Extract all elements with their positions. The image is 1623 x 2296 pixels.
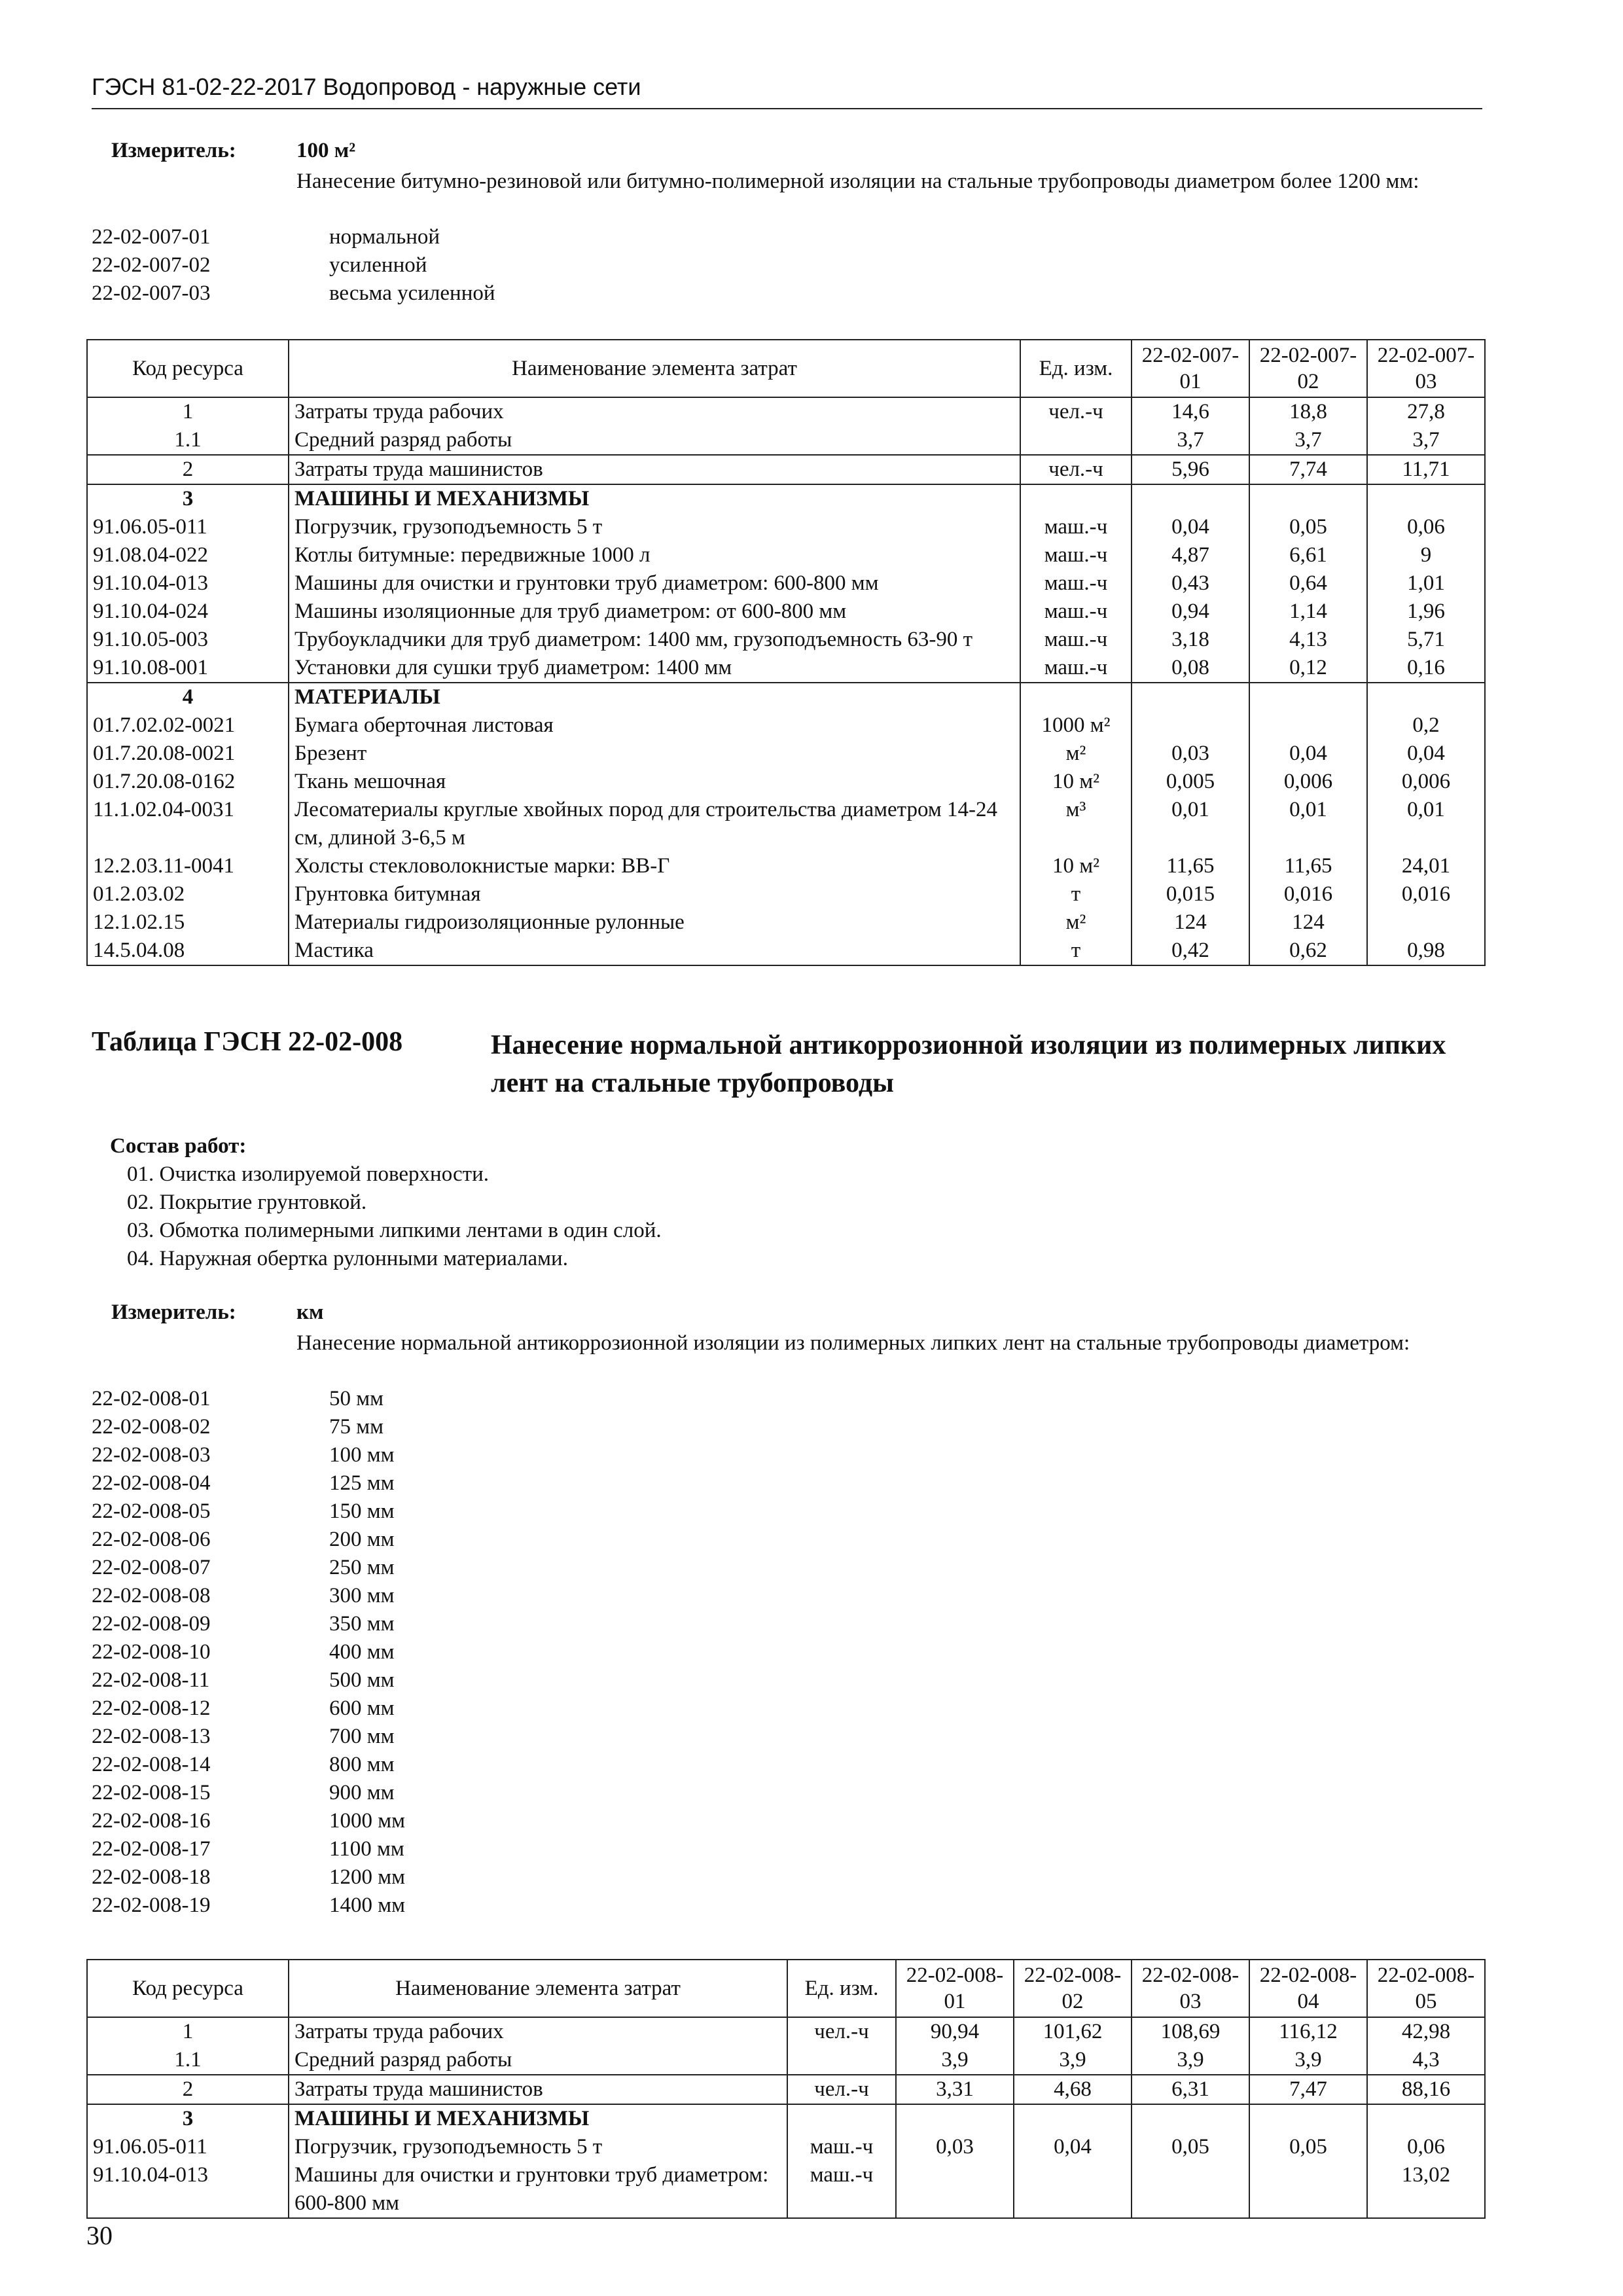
value-cell: 3,31 bbox=[896, 2075, 1014, 2104]
table-row bbox=[87, 908, 1485, 937]
value-cell: 0,06 bbox=[1367, 2133, 1485, 2161]
value-cell: 4,13 bbox=[1249, 626, 1367, 654]
column-header-code: 22-02-007-02 bbox=[1249, 340, 1367, 397]
meter-row-name: 600 мм bbox=[329, 1696, 395, 1720]
unit: 10 м² bbox=[1020, 768, 1132, 796]
unit: т bbox=[1020, 937, 1132, 965]
value-cell bbox=[1132, 484, 1249, 513]
value-cell: 0,06 bbox=[1367, 513, 1485, 541]
cost-element-name: Бумага оберточная листовая bbox=[289, 711, 1020, 740]
cost-element-name: Холсты стекловолокнистые марки: ВВ-Г bbox=[289, 852, 1020, 880]
value-cell: 11,71 bbox=[1367, 455, 1485, 484]
value-cell: 0,2 bbox=[1367, 711, 1485, 740]
meter-row-code: 22-02-008-07 bbox=[92, 1556, 211, 1579]
table-title: Нанесение нормальной антикоррозионной изоляции из полимерных липких лент на стальные трубопроводы bbox=[491, 1030, 1446, 1098]
value-cell: 3,7 bbox=[1367, 426, 1485, 455]
value-cell: 0,03 bbox=[896, 2133, 1014, 2161]
unit bbox=[1020, 484, 1132, 513]
works-list bbox=[110, 1160, 662, 1273]
value-cell bbox=[1249, 2104, 1367, 2133]
value-cell: 5,96 bbox=[1132, 455, 1249, 484]
meter-row-name: 1400 мм bbox=[329, 1893, 406, 1917]
meter-row-name: усиленной bbox=[329, 253, 427, 277]
table-row bbox=[87, 683, 1485, 711]
value-cell: 116,12 bbox=[1249, 2017, 1367, 2046]
unit: чел.-ч bbox=[787, 2075, 896, 2104]
resource-code: 01.7.02.02-0021 bbox=[87, 711, 289, 740]
table-row bbox=[87, 397, 1485, 426]
value-cell: 0,04 bbox=[1014, 2133, 1132, 2161]
value-cell: 124 bbox=[1132, 908, 1249, 937]
unit: чел.-ч bbox=[787, 2017, 896, 2046]
resource-code: 12.2.03.11-0041 bbox=[87, 852, 289, 880]
value-cell: 9 bbox=[1367, 541, 1485, 569]
resource-code: 91.10.04-024 bbox=[87, 598, 289, 626]
value-cell: 6,61 bbox=[1249, 541, 1367, 569]
cost-table-22-02-008 bbox=[86, 1959, 1486, 2219]
meter-row-code: 22-02-007-03 bbox=[92, 281, 211, 305]
value-cell: 5,71 bbox=[1367, 626, 1485, 654]
meter-row-code: 22-02-008-08 bbox=[92, 1584, 211, 1607]
value-cell: 0,42 bbox=[1132, 937, 1249, 965]
table-row bbox=[87, 796, 1485, 852]
value-cell: 0,03 bbox=[1132, 740, 1249, 768]
works-item: 03. Обмотка полимерными липкими лентами в один слой. bbox=[127, 1219, 662, 1242]
value-cell: 0,62 bbox=[1249, 937, 1367, 965]
value-cell: 0,01 bbox=[1367, 796, 1485, 852]
unit: т bbox=[1020, 880, 1132, 908]
meter-row-code: 22-02-007-02 bbox=[92, 253, 211, 277]
column-header-code: 22-02-008-04 bbox=[1249, 1960, 1367, 2017]
cost-element-name: Трубоукладчики для труб диаметром: 1400 мм, грузоподъемность 63-90 т bbox=[289, 626, 1020, 654]
page-number: 30 bbox=[86, 2221, 113, 2250]
cost-element-name: Погрузчик, грузоподъемность 5 т bbox=[289, 2133, 787, 2161]
value-cell: 3,9 bbox=[1132, 2046, 1249, 2075]
value-cell bbox=[1014, 2161, 1132, 2218]
column-header-code: 22-02-008-05 bbox=[1367, 1960, 1485, 2017]
unit bbox=[787, 2104, 896, 2133]
unit: 1000 м² bbox=[1020, 711, 1132, 740]
table-row bbox=[87, 768, 1485, 796]
resource-code: 01.2.03.02 bbox=[87, 880, 289, 908]
value-cell: 13,02 bbox=[1367, 2161, 1485, 2218]
unit: маш.-ч bbox=[1020, 513, 1132, 541]
meter-row-name: 800 мм bbox=[329, 1753, 395, 1776]
column-header: Код ресурса bbox=[87, 340, 289, 397]
table-row bbox=[87, 852, 1485, 880]
resource-code: 01.7.20.08-0021 bbox=[87, 740, 289, 768]
value-cell: 101,62 bbox=[1014, 2017, 1132, 2046]
value-cell: 11,65 bbox=[1132, 852, 1249, 880]
value-cell bbox=[896, 2104, 1014, 2133]
cost-element-name: Машины изоляционные для труб диаметром: от 600-800 мм bbox=[289, 598, 1020, 626]
value-cell: 0,015 bbox=[1132, 880, 1249, 908]
column-header: Ед. изм. bbox=[1020, 340, 1132, 397]
value-cell: 3,18 bbox=[1132, 626, 1249, 654]
meter-row-name: 125 мм bbox=[329, 1471, 395, 1495]
unit: маш.-ч bbox=[1020, 626, 1132, 654]
resource-code: 91.08.04-022 bbox=[87, 541, 289, 569]
meter-row-code: 22-02-008-18 bbox=[92, 1865, 211, 1889]
meter-row-name: 250 мм bbox=[329, 1556, 395, 1579]
value-cell: 0,12 bbox=[1249, 654, 1367, 683]
cost-element-name: Затраты труда машинистов bbox=[289, 455, 1020, 484]
table-header-row bbox=[87, 1960, 1485, 2017]
unit: 10 м² bbox=[1020, 852, 1132, 880]
value-cell: 0,43 bbox=[1132, 569, 1249, 598]
meter-row-code: 22-02-008-19 bbox=[92, 1893, 211, 1917]
meter-row-name: 200 мм bbox=[329, 1528, 395, 1551]
value-cell bbox=[1132, 683, 1249, 711]
works-composition bbox=[110, 1132, 662, 1273]
value-cell: 124 bbox=[1249, 908, 1367, 937]
value-cell: 88,16 bbox=[1367, 2075, 1485, 2104]
cost-table-22-02-007 bbox=[86, 339, 1486, 966]
unit bbox=[1020, 426, 1132, 455]
table-row bbox=[87, 513, 1485, 541]
resource-code: 91.06.05-011 bbox=[87, 513, 289, 541]
cost-element-name: МАШИНЫ И МЕХАНИЗМЫ bbox=[289, 484, 1020, 513]
meter-value: км bbox=[296, 1300, 324, 1324]
cost-element-name: Затраты труда рабочих bbox=[289, 397, 1020, 426]
value-cell: 24,01 bbox=[1367, 852, 1485, 880]
value-cell bbox=[1249, 2161, 1367, 2218]
cost-element-name: Установки для сушки труб диаметром: 1400 мм bbox=[289, 654, 1020, 683]
meter-row-name: весьма усиленной bbox=[329, 281, 495, 305]
works-heading: Состав работ: bbox=[110, 1134, 247, 1158]
resource-code: 14.5.04.08 bbox=[87, 937, 289, 965]
meter-description: Нанесение нормальной антикоррозионной изоляции из полимерных липких лент на стальные трубопроводы диаметром: bbox=[296, 1331, 1410, 1355]
meter-row-code: 22-02-008-12 bbox=[92, 1696, 211, 1720]
meter-row-name: нормальной bbox=[329, 225, 440, 249]
meter-row-name: 1100 мм bbox=[329, 1837, 404, 1861]
table-row bbox=[87, 541, 1485, 569]
meter-row-name: 75 мм bbox=[329, 1415, 384, 1439]
value-cell: 11,65 bbox=[1249, 852, 1367, 880]
column-header: Наименование элемента затрат bbox=[289, 1960, 787, 2017]
meter-row-name: 500 мм bbox=[329, 1668, 395, 1692]
unit bbox=[1020, 683, 1132, 711]
column-header-code: 22-02-007-03 bbox=[1367, 340, 1485, 397]
value-cell: 7,74 bbox=[1249, 455, 1367, 484]
cost-element-name: Брезент bbox=[289, 740, 1020, 768]
cost-element-name: Котлы битумные: передвижные 1000 л bbox=[289, 541, 1020, 569]
unit: маш.-ч bbox=[1020, 598, 1132, 626]
value-cell bbox=[1367, 484, 1485, 513]
meter-row-code: 22-02-008-15 bbox=[92, 1781, 211, 1804]
unit bbox=[787, 2046, 896, 2075]
cost-element-name: Грунтовка битумная bbox=[289, 880, 1020, 908]
value-cell: 6,31 bbox=[1132, 2075, 1249, 2104]
value-cell: 1,96 bbox=[1367, 598, 1485, 626]
value-cell: 0,08 bbox=[1132, 654, 1249, 683]
resource-code: 1.1 bbox=[87, 2046, 289, 2075]
value-cell bbox=[896, 2161, 1014, 2218]
value-cell: 18,8 bbox=[1249, 397, 1367, 426]
table-row bbox=[87, 2046, 1485, 2075]
resource-code: 2 bbox=[87, 455, 289, 484]
resource-code: 01.7.20.08-0162 bbox=[87, 768, 289, 796]
value-cell: 0,005 bbox=[1132, 768, 1249, 796]
table-row bbox=[87, 426, 1485, 455]
table-row bbox=[87, 654, 1485, 683]
resource-code: 4 bbox=[87, 683, 289, 711]
table-row bbox=[87, 569, 1485, 598]
page-header-title: ГЭСН 81-02-22-2017 Водопровод - наружные сети bbox=[92, 73, 641, 100]
unit: м² bbox=[1020, 908, 1132, 937]
value-cell: 0,16 bbox=[1367, 654, 1485, 683]
cost-element-name: МАШИНЫ И МЕХАНИЗМЫ bbox=[289, 2104, 787, 2133]
column-header: Наименование элемента затрат bbox=[289, 340, 1020, 397]
table-row bbox=[87, 740, 1485, 768]
value-cell: 4,68 bbox=[1014, 2075, 1132, 2104]
meter-value: 100 м² bbox=[296, 139, 356, 162]
table-row bbox=[87, 484, 1485, 513]
meter-row-code: 22-02-008-04 bbox=[92, 1471, 211, 1495]
value-cell bbox=[1249, 683, 1367, 711]
unit: чел.-ч bbox=[1020, 455, 1132, 484]
meter-row-name: 50 мм bbox=[329, 1387, 384, 1410]
value-cell bbox=[1014, 2104, 1132, 2133]
resource-code: 12.1.02.15 bbox=[87, 908, 289, 937]
table-row bbox=[87, 2075, 1485, 2104]
meter-row-name: 1000 мм bbox=[329, 1809, 406, 1833]
cost-element-name: Машины для очистки и грунтовки труб диаметром: 600-800 мм bbox=[289, 2161, 787, 2218]
value-cell: 1,14 bbox=[1249, 598, 1367, 626]
value-cell: 0,98 bbox=[1367, 937, 1485, 965]
column-header-code: 22-02-007-01 bbox=[1132, 340, 1249, 397]
resource-code: 91.10.08-001 bbox=[87, 654, 289, 683]
unit: маш.-ч bbox=[1020, 569, 1132, 598]
value-cell: 0,01 bbox=[1132, 796, 1249, 852]
meter-row-code: 22-02-008-06 bbox=[92, 1528, 211, 1551]
cost-element-name: Мастика bbox=[289, 937, 1020, 965]
resource-code: 11.1.02.04-0031 bbox=[87, 796, 289, 852]
cost-element-name: Погрузчик, грузоподъемность 5 т bbox=[289, 513, 1020, 541]
meter-row-name: 700 мм bbox=[329, 1725, 395, 1748]
value-cell: 3,7 bbox=[1249, 426, 1367, 455]
resource-code: 91.06.05-011 bbox=[87, 2133, 289, 2161]
value-cell bbox=[1132, 2161, 1249, 2218]
value-cell: 0,05 bbox=[1249, 2133, 1367, 2161]
resource-code: 91.10.04-013 bbox=[87, 569, 289, 598]
works-item: 04. Наружная обертка рулонными материалами. bbox=[127, 1247, 568, 1270]
unit: м³ bbox=[1020, 796, 1132, 852]
resource-code: 2 bbox=[87, 2075, 289, 2104]
works-item: 01. Очистка изолируемой поверхности. bbox=[127, 1162, 490, 1186]
unit: маш.-ч bbox=[1020, 541, 1132, 569]
meter-row-code: 22-02-008-11 bbox=[92, 1668, 210, 1692]
table-row bbox=[87, 937, 1485, 965]
value-cell: 0,64 bbox=[1249, 569, 1367, 598]
value-cell: 0,05 bbox=[1249, 513, 1367, 541]
table-number: Таблица ГЭСН 22-02-008 bbox=[92, 1027, 403, 1057]
meter-row-code: 22-02-008-10 bbox=[92, 1640, 211, 1664]
value-cell bbox=[1249, 484, 1367, 513]
table-header-row bbox=[87, 340, 1485, 397]
unit: маш.-ч bbox=[1020, 654, 1132, 683]
meter-label: Измеритель: bbox=[111, 139, 236, 162]
table-row bbox=[87, 711, 1485, 740]
resource-code: 1 bbox=[87, 397, 289, 426]
unit: м² bbox=[1020, 740, 1132, 768]
value-cell: 0,04 bbox=[1367, 740, 1485, 768]
value-cell: 0,05 bbox=[1132, 2133, 1249, 2161]
meter-row-name: 300 мм bbox=[329, 1584, 395, 1607]
value-cell: 0,94 bbox=[1132, 598, 1249, 626]
value-cell: 3,9 bbox=[1249, 2046, 1367, 2075]
meter-row-name: 100 мм bbox=[329, 1443, 395, 1467]
value-cell: 3,9 bbox=[896, 2046, 1014, 2075]
meter-row-name: 1200 мм bbox=[329, 1865, 406, 1889]
table-row bbox=[87, 880, 1485, 908]
value-cell bbox=[1367, 908, 1485, 937]
value-cell: 0,04 bbox=[1132, 513, 1249, 541]
value-cell: 14,6 bbox=[1132, 397, 1249, 426]
meter-row-code: 22-02-008-13 bbox=[92, 1725, 211, 1748]
meter-row-name: 350 мм bbox=[329, 1612, 395, 1636]
value-cell: 1,01 bbox=[1367, 569, 1485, 598]
value-cell bbox=[1132, 2104, 1249, 2133]
unit: маш.-ч bbox=[787, 2133, 896, 2161]
table-row bbox=[87, 626, 1485, 654]
cost-element-name: Средний разряд работы bbox=[289, 426, 1020, 455]
cost-element-name: Затраты труда рабочих bbox=[289, 2017, 787, 2046]
value-cell: 108,69 bbox=[1132, 2017, 1249, 2046]
value-cell: 27,8 bbox=[1367, 397, 1485, 426]
meter-row-code: 22-02-008-02 bbox=[92, 1415, 211, 1439]
cost-element-name: Ткань мешочная bbox=[289, 768, 1020, 796]
resource-code: 91.10.04-013 bbox=[87, 2161, 289, 2218]
cost-element-name: МАТЕРИАЛЫ bbox=[289, 683, 1020, 711]
header-rule bbox=[92, 108, 1482, 109]
value-cell: 0,006 bbox=[1249, 768, 1367, 796]
column-header-code: 22-02-008-02 bbox=[1014, 1960, 1132, 2017]
meter-row-code: 22-02-008-16 bbox=[92, 1809, 211, 1833]
value-cell: 0,016 bbox=[1367, 880, 1485, 908]
unit: чел.-ч bbox=[1020, 397, 1132, 426]
meter-row-code: 22-02-008-05 bbox=[92, 1499, 211, 1523]
meter-row-code: 22-02-007-01 bbox=[92, 225, 211, 249]
table-row bbox=[87, 2104, 1485, 2133]
meter-row-name: 900 мм bbox=[329, 1781, 395, 1804]
cost-element-name: Затраты труда машинистов bbox=[289, 2075, 787, 2104]
meter-row-code: 22-02-008-01 bbox=[92, 1387, 211, 1410]
meter-row-code: 22-02-008-17 bbox=[92, 1837, 211, 1861]
resource-code: 1 bbox=[87, 2017, 289, 2046]
value-cell bbox=[1249, 711, 1367, 740]
table-row bbox=[87, 2017, 1485, 2046]
cost-element-name: Средний разряд работы bbox=[289, 2046, 787, 2075]
value-cell bbox=[1132, 711, 1249, 740]
meter-description: Нанесение битумно-резиновой или битумно-полимерной изоляции на стальные трубопроводы диаметром более 1200 мм: bbox=[296, 170, 1419, 193]
column-header-code: 22-02-008-03 bbox=[1132, 1960, 1249, 2017]
value-cell bbox=[1367, 2104, 1485, 2133]
meter-row-code: 22-02-008-09 bbox=[92, 1612, 211, 1636]
column-header-code: 22-02-008-01 bbox=[896, 1960, 1014, 2017]
value-cell: 0,01 bbox=[1249, 796, 1367, 852]
resource-code: 91.10.05-003 bbox=[87, 626, 289, 654]
column-header: Код ресурса bbox=[87, 1960, 289, 2017]
value-cell: 90,94 bbox=[896, 2017, 1014, 2046]
table-row bbox=[87, 2161, 1485, 2218]
cost-element-name: Машины для очистки и грунтовки труб диаметром: 600-800 мм bbox=[289, 569, 1020, 598]
cost-element-name: Лесоматериалы круглые хвойных пород для строительства диаметром 14-24 см, длиной 3-6,5 м bbox=[289, 796, 1020, 852]
value-cell: 4,87 bbox=[1132, 541, 1249, 569]
resource-code: 3 bbox=[87, 484, 289, 513]
value-cell: 0,006 bbox=[1367, 768, 1485, 796]
meter-row-name: 150 мм bbox=[329, 1499, 395, 1523]
resource-code: 3 bbox=[87, 2104, 289, 2133]
table-row bbox=[87, 2133, 1485, 2161]
value-cell: 0,016 bbox=[1249, 880, 1367, 908]
value-cell: 3,9 bbox=[1014, 2046, 1132, 2075]
table-row bbox=[87, 455, 1485, 484]
unit: маш.-ч bbox=[787, 2161, 896, 2218]
value-cell: 7,47 bbox=[1249, 2075, 1367, 2104]
column-header: Ед. изм. bbox=[787, 1960, 896, 2017]
works-item: 02. Покрытие грунтовкой. bbox=[127, 1191, 367, 1214]
meter-label: Измеритель: bbox=[111, 1300, 236, 1324]
resource-code: 1.1 bbox=[87, 426, 289, 455]
meter-row-code: 22-02-008-03 bbox=[92, 1443, 211, 1467]
table-row bbox=[87, 598, 1485, 626]
value-cell: 3,7 bbox=[1132, 426, 1249, 455]
cost-element-name: Материалы гидроизоляционные рулонные bbox=[289, 908, 1020, 937]
value-cell: 0,04 bbox=[1249, 740, 1367, 768]
meter-row-code: 22-02-008-14 bbox=[92, 1753, 211, 1776]
value-cell bbox=[1367, 683, 1485, 711]
value-cell: 4,3 bbox=[1367, 2046, 1485, 2075]
meter-row-name: 400 мм bbox=[329, 1640, 395, 1664]
value-cell: 42,98 bbox=[1367, 2017, 1485, 2046]
